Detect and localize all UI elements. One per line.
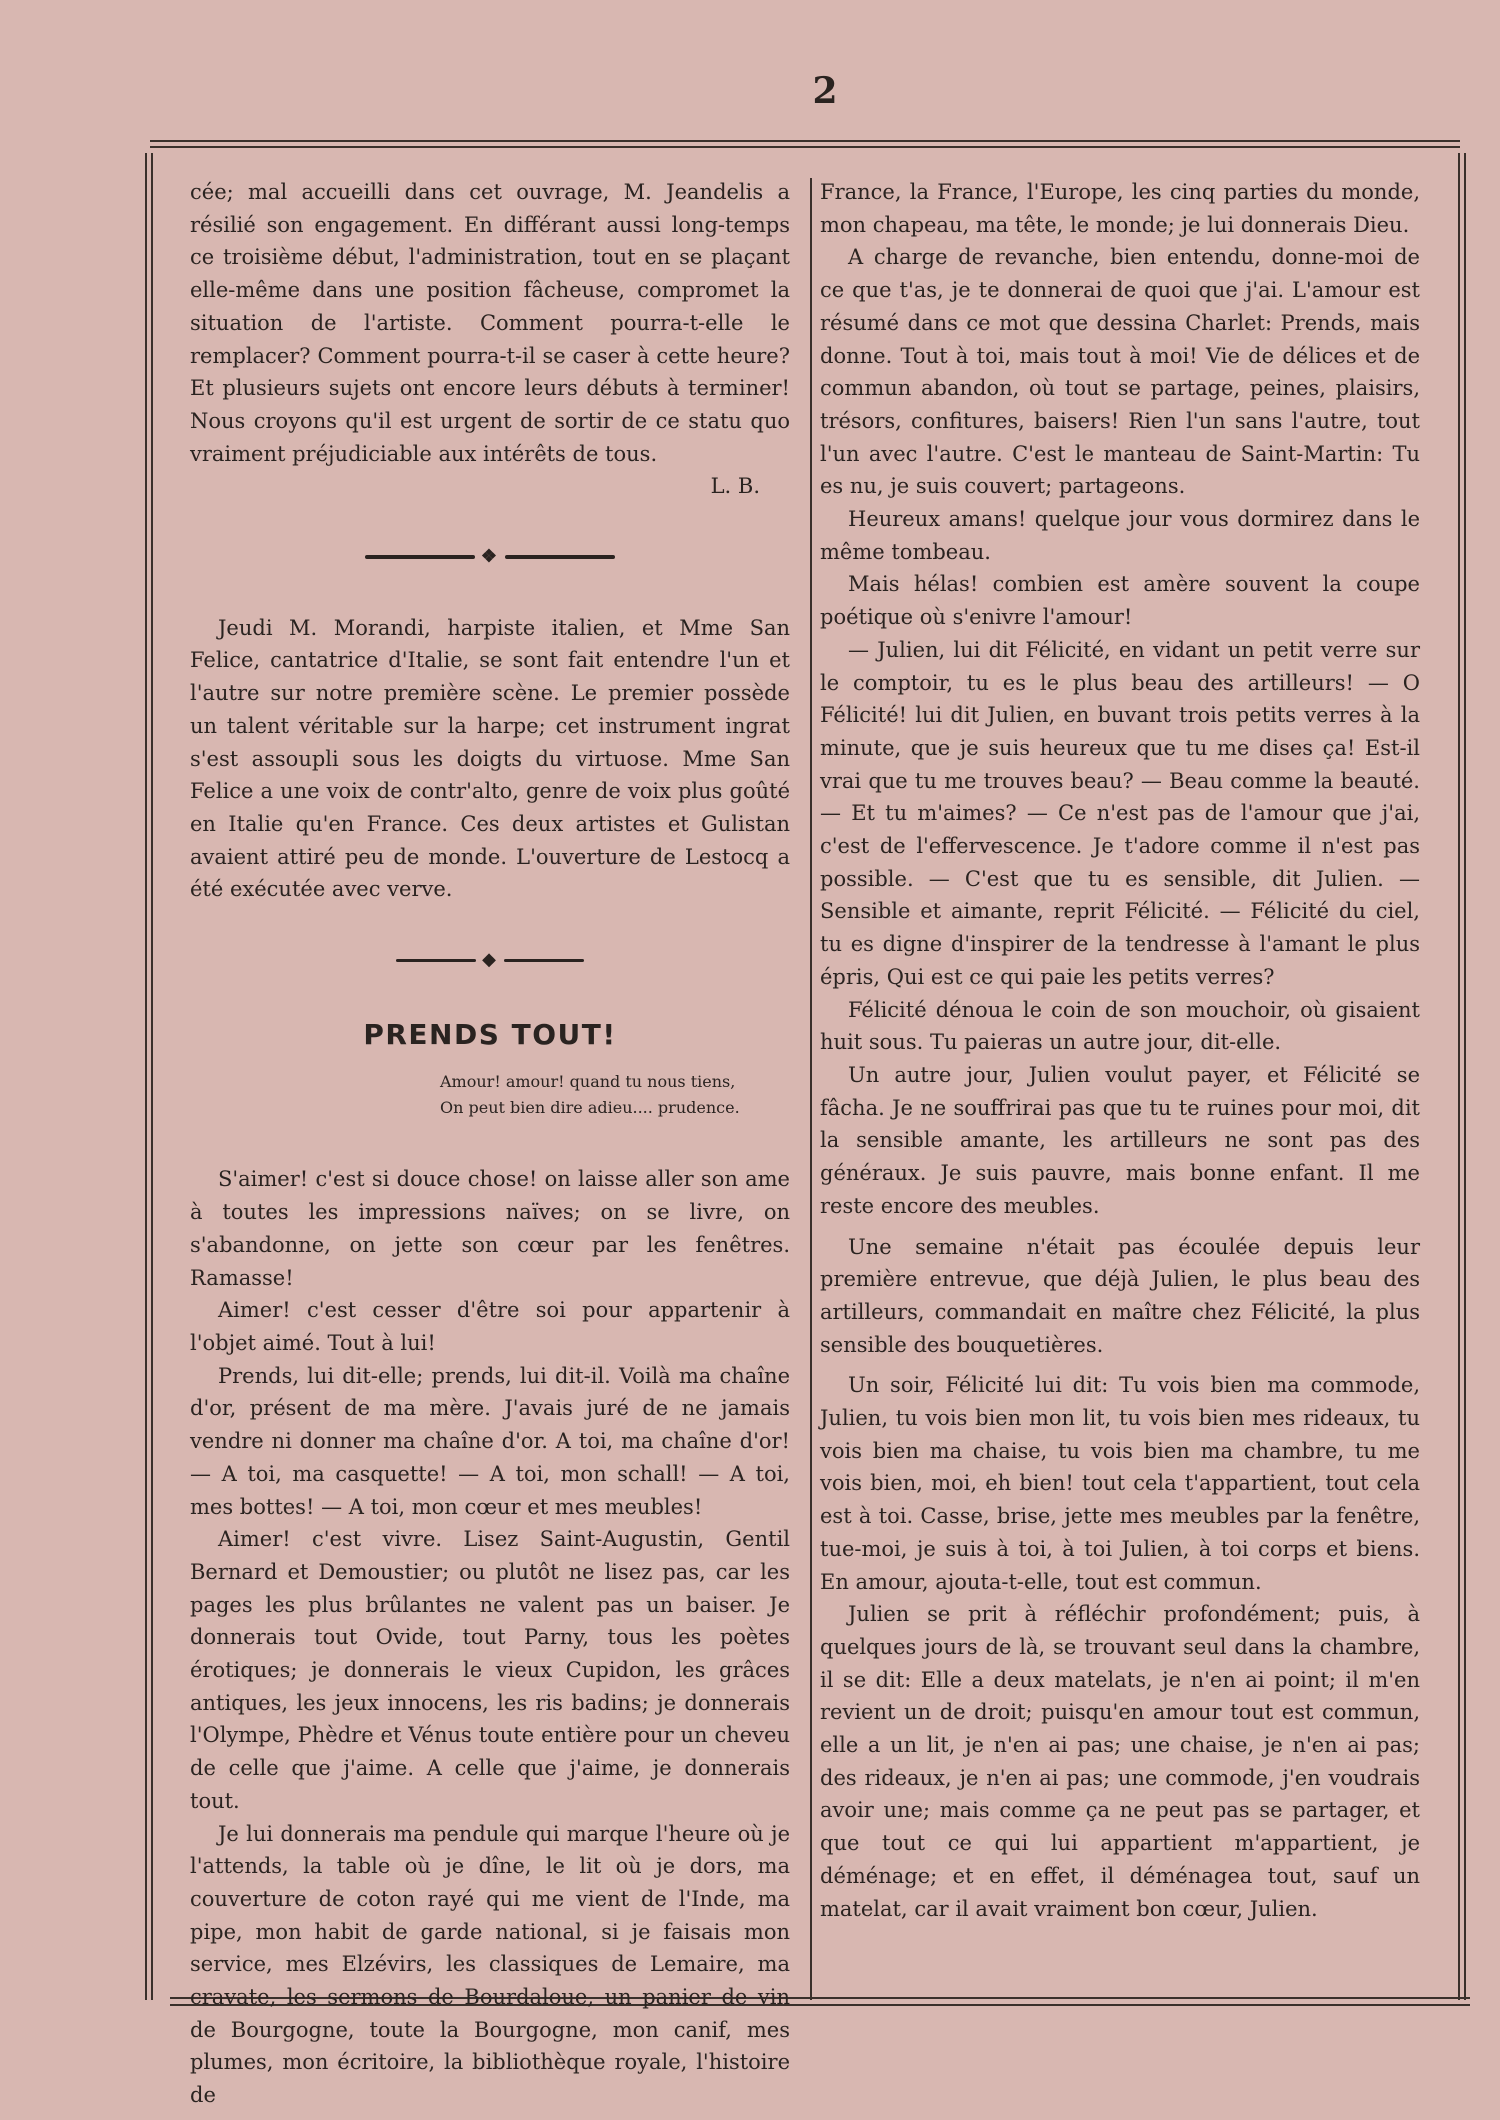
- paragraph: Je lui donnerais ma pendule qui marque l'heure où je l'attends, la table où je dîne, le lit où je dors, ma couverture de coton rayé qui me vient de l'Inde, ma pipe, mon habit de garde national, si je faisais mon service, mes Elzévirs, les classiques de Lemaire, ma cravate, les sermons de Bourdaloue, un panier de vin de Bourgogne, toute la Bourgogne, mon canif, mes plumes, mon écritoire, la bibliothèque royale, l'histoire de: [190, 1821, 790, 2108]
- paragraph: Une semaine n'était pas écoulée depuis leur première entrevue, que déjà Julien, le plus beau des artilleurs, commandait en maître chez Félicité, la plus sensible des bouquetières.: [820, 1234, 1420, 1357]
- page-number: 2: [812, 70, 838, 112]
- paragraph: Félicité dénoua le coin de son mouchoir, où gisaient huit sous. Tu paieras un autre jour, dit-elle.: [820, 997, 1420, 1055]
- ornament-divider: ◆: [190, 944, 790, 977]
- paragraph: A charge de revanche, bien entendu, donne-moi de ce que t'as, je te donnerai de quoi que j'ai. L'amour est résumé dans ce mot que dessina Charlet: Prends, mais donne. Tout à toi, mais tout à moi! Vie de délices et de commun abandon, où tout se partage, peines, plaisirs, trésors, confitures, baisers! Rien l'un sans l'autre, tout l'un avec l'autre. C'est le manteau de Saint-Martin: Tu es nu, je suis couvert; partageons.: [820, 245, 1420, 499]
- paragraph: cée; mal accueilli dans cet ouvrage, M. Jeandelis a résilié son engagement. En différant aussi long-temps ce troisième début, l'administration, tout en se plaçant elle-même dans une position fâcheuse, compromet la situation de l'artiste. Comment pourra-t-elle le remplacer? Comment pourra-t-il se caser à cette heure? Et plusieurs sujets ont encore leurs débuts à terminer! Nous croyons qu'il est urgent de sortir de ce statu quo vraiment préjudiciable aux intérêts de tous.: [190, 180, 790, 466]
- paragraph: Aimer! c'est cesser d'être soi pour appartenir à l'objet aimé. Tout à lui!: [190, 1298, 790, 1355]
- paragraph: Prends, lui dit-elle; prends, lui dit-il. Voilà ma chaîne d'or, présent de ma mère. J'avais juré de ne jamais vendre ni donner ma chaîne d'or. A toi, ma chaîne d'or! — A toi, ma casquette! — A toi, mon schall! — A toi, mes bottes! — A toi, mon cœur et mes meubles!: [190, 1363, 790, 1519]
- frame-top-rule-inner: [150, 146, 1460, 148]
- epigraph: [190, 1069, 790, 1121]
- epigraph-line: Amour! amour! quand tu nous tiens,: [440, 1072, 736, 1092]
- paragraph: Un autre jour, Julien voulut payer, et Félicité se fâcha. Je ne souffrirai pas que tu te ruines pour moi, dit la sensible amante, les artilleurs ne sont pas des généraux. Je suis pauvre, mais bonne enfant. Il me reste encore des meubles.: [820, 1062, 1420, 1218]
- right-column: [820, 176, 1420, 1925]
- paragraph: — Julien, lui dit Félicité, en vidant un petit verre sur le comptoir, tu es le plus beau des artilleurs! — O Félicité! lui dit Julien, en buvant trois petits verres à la minute, que je suis heureux que tu me dises ça! Est-il vrai que tu me trouves beau? — Beau comme la beauté. — Et tu m'aimes? — Ce n'est pas de l'amour que j'ai, c'est de l'effervescence. Je t'adore comme il n'est pas possible. — C'est que tu es sensible, dit Julien. — Sensible et aimante, reprit Félicité. — Félicité du ciel, tu es digne d'inspirer de la tendresse à l'amant le plus épris, Qui est ce qui paie les petits verres?: [820, 637, 1420, 989]
- epigraph-line: On peut bien dire adieu.... prudence.: [440, 1098, 740, 1118]
- left-column: [190, 176, 790, 2112]
- signature: L. B.: [710, 474, 760, 499]
- paragraph: Mais hélas! combien est amère souvent la coupe poétique où s'enivre l'amour!: [820, 572, 1420, 630]
- paragraph: Un soir, Félicité lui dit: Tu vois bien ma commode, Julien, tu vois bien mon lit, tu vois bien mes rideaux, tu vois bien ma chaise, tu vois bien ma chambre, tu me vois bien, moi, eh bien! tout cela t'appartient, tout cela est à toi. Casse, brise, jette mes meubles par la fenêtre, tue-moi, je suis à toi, à toi Julien, à toi corps et biens. En amour, ajouta-t-elle, tout est commun.: [820, 1373, 1420, 1594]
- paragraph: Julien se prit à réfléchir profondément; puis, à quelques jours de là, se trouvant seul dans la chambre, il se dit: Elle a deux matelats, je n'en ai point; il m'en revient un de droit; puisqu'en amour tout est commun, elle a un lit, je n'en ai pas; une chaise, je n'en ai pas; des rideaux, je n'en ai pas; une commode, j'en voudrais avoir une; mais comme ça ne peut pas se partager, et que tout ce qui lui appartient m'appartient, je déménage; et en effet, il déménagea tout, sauf un matelat, car il avait vraiment bon cœur, Julien.: [820, 1602, 1420, 1921]
- frame-right-rule: [1458, 153, 1460, 2000]
- paragraph: Jeudi M. Morandi, harpiste italien, et Mme San Felice, cantatrice d'Italie, se sont fait entendre l'un et l'autre sur notre première scène. Le premier possède un talent véritable sur la harpe; cet instrument ingrat s'est assoupli sous les doigts du virtuose. Mme San Felice a une voix de contr'alto, genre de voix plus goûté en Italie qu'en France. Ces deux artistes et Gulistan avaient attiré peu de monde. L'ouverture de Lestocq a été exécutée avec verve.: [190, 615, 790, 902]
- ornament-divider: ❖: [190, 541, 790, 574]
- frame-left-rule: [145, 153, 147, 2000]
- paragraph: Heureux amans! quelque jour vous dormirez dans le même tombeau.: [820, 507, 1420, 564]
- frame-top-rule: [150, 140, 1460, 142]
- paragraph: France, la France, l'Europe, les cinq parties du monde, mon chapeau, ma tête, le monde; je lui donnerais Dieu.: [820, 180, 1420, 237]
- frame-left-rule-inner: [151, 153, 153, 2000]
- column-divider: [810, 178, 812, 2000]
- article-heading: PRENDS TOUT!: [363, 1017, 617, 1051]
- paragraph: S'aimer! c'est si douce chose! on laisse aller son ame à toutes les impressions naïves; on se livre, on s'abandonne, on jette son cœur par les fenêtres. Ramasse!: [190, 1167, 790, 1290]
- paragraph: Aimer! c'est vivre. Lisez Saint-Augustin, Gentil Bernard et Demoustier; ou plutôt ne lisez pas, car les pages les plus brûlantes ne valent pas un baiser. Je donnerais tout Ovide, tout Parny, tous les poètes érotiques; je donnerais le vieux Cupidon, les grâces antiques, les jeux innocens, les ris badins; je donnerais l'Olympe, Phèdre et Vénus toute entière pour un cheveu de celle que j'aime. A celle que j'aime, je donnerais tout.: [190, 1527, 790, 1813]
- frame-right-rule-inner: [1464, 153, 1466, 2000]
